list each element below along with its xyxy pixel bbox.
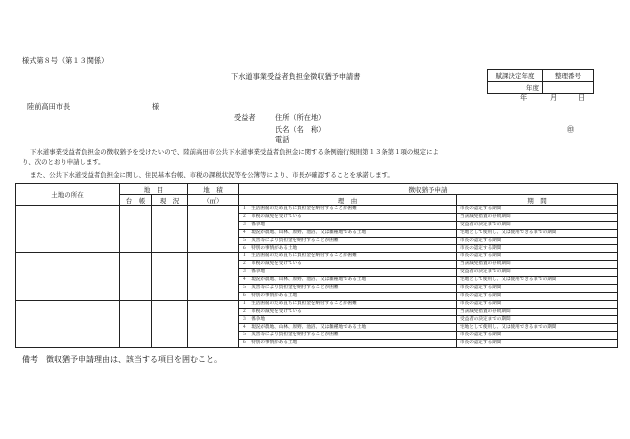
period-header: 期 間: [457, 195, 618, 206]
reason-option[interactable]: ３ 係争地: [239, 221, 457, 229]
assessment-year-label: 賦課決定年度: [488, 70, 543, 82]
area-field[interactable]: [188, 206, 239, 253]
period-cell: 受益者の決定までの期間: [457, 269, 618, 277]
form-number: 様式第８号（第１３関係）: [22, 56, 109, 65]
location-field[interactable]: [16, 300, 120, 347]
body-text-line-1: 下水道事業受益者負担金の徴収猶予を受けたいので、陸前高田市公共下水道事業受益者負担金に関する条例施行規則第１３条第１項の規定によ: [30, 148, 439, 156]
reason-option[interactable]: ３ 係争地: [239, 316, 457, 324]
current-category-field[interactable]: [152, 253, 188, 300]
body-text-line-3: また、公共下水道受益者負担金に関し、住民基本台帳、市税の課税状況等を公簿等により、市長が確認することを承諾します。: [30, 171, 394, 179]
applicant-name-label: 氏名（名 称）: [275, 125, 326, 134]
reason-option[interactable]: ６ 特別の事情がある土地: [239, 292, 457, 300]
reason-option[interactable]: ５ 災害等により負担金を納付することが困難: [239, 332, 457, 340]
reference-number-label: 整理番号: [543, 70, 594, 82]
current-status-header: 現 況: [152, 195, 188, 206]
register-category-field[interactable]: [120, 253, 152, 300]
reason-option[interactable]: １ 生活困窮のため直ちに負担金を納付することが困難: [239, 206, 457, 214]
period-cell: 受益者の決定までの期間: [457, 316, 618, 324]
area-field[interactable]: [188, 300, 239, 347]
area-field[interactable]: [188, 253, 239, 300]
office-use-box: [487, 69, 594, 94]
period-cell: 当該減免措置の存続期間: [457, 261, 618, 269]
location-header: 土地の所在: [16, 184, 120, 206]
applicant-phone-label: 電話: [275, 135, 290, 144]
current-category-field[interactable]: [152, 206, 188, 253]
remarks-note: 備考 徴収猶予申請理由は、該当する項目を囲むこと。: [22, 355, 222, 364]
period-cell: 宅地として使用し、又は使用できるまでの期間: [457, 229, 618, 237]
reason-option[interactable]: １ 生活困窮のため直ちに負担金を納付することが困難: [239, 300, 457, 308]
reason-option[interactable]: ２ 市税の減免を受けている: [239, 308, 457, 316]
seal-mark: ㊞: [567, 125, 575, 134]
reason-option[interactable]: ４ 現況が農地、山林、原野、池沼、又は雑種地である土地: [239, 324, 457, 332]
date-year: 年: [520, 93, 528, 102]
period-cell: 市長の認定する期間: [457, 340, 618, 348]
period-cell: 市長の認定する期間: [457, 253, 618, 261]
reason-option[interactable]: ５ 災害等により負担金を納付することが困難: [239, 237, 457, 245]
reference-number-field[interactable]: [543, 82, 594, 94]
applicant-address-label: 住所（所在地）: [275, 113, 326, 122]
reason-option[interactable]: ６ 特別の事情がある土地: [239, 245, 457, 253]
location-field[interactable]: [16, 206, 120, 253]
reason-option[interactable]: ６ 特別の事情がある土地: [239, 340, 457, 348]
period-cell: 市長の認定する期間: [457, 300, 618, 308]
period-cell: 市長の認定する期間: [457, 206, 618, 214]
register-header: 台 帳: [120, 195, 152, 206]
reason-option[interactable]: ３ 係争地: [239, 269, 457, 277]
reason-header: 理 由: [239, 195, 457, 206]
register-category-field[interactable]: [120, 300, 152, 347]
form-title: 下水道事業受益者負担金徴収猶予申請書: [231, 72, 361, 81]
period-cell: 市長の認定する期間: [457, 292, 618, 300]
period-cell: 市長の認定する期間: [457, 245, 618, 253]
date-day: 日: [578, 93, 586, 102]
reason-option[interactable]: ２ 市税の減免を受けている: [239, 213, 457, 221]
deferral-application-header: 徴収猶予申請: [239, 184, 618, 195]
assessment-year-field[interactable]: 年度: [488, 82, 543, 94]
reason-option[interactable]: １ 生活困窮のため直ちに負担金を納付することが困難: [239, 253, 457, 261]
period-cell: 受益者の決定までの期間: [457, 221, 618, 229]
reason-option[interactable]: ４ 現況が農地、山林、原野、池沼、又は雑種地である土地: [239, 229, 457, 237]
location-field[interactable]: [16, 253, 120, 300]
reason-option[interactable]: ５ 災害等により負担金を納付することが困難: [239, 284, 457, 292]
addressee-honorific: 様: [152, 102, 160, 111]
period-cell: 宅地として使用し、又は使用できるまでの期間: [457, 324, 618, 332]
reason-option[interactable]: ２ 市税の減免を受けている: [239, 261, 457, 269]
applicant-label: 受益者: [234, 113, 256, 122]
area-unit-header: （㎡）: [188, 195, 239, 206]
current-category-field[interactable]: [152, 300, 188, 347]
application-table: [15, 183, 618, 348]
period-cell: 市長の認定する期間: [457, 284, 618, 292]
addressee-name: 陸前高田市長: [27, 102, 71, 111]
area-header: 地 積: [188, 184, 239, 195]
period-cell: 市長の認定する期間: [457, 237, 618, 245]
period-cell: 市長の認定する期間: [457, 332, 618, 340]
land-category-header: 地 目: [120, 184, 188, 195]
date-month: 月: [550, 93, 558, 102]
reason-option[interactable]: ４ 現況が農地、山林、原野、池沼、又は雑種地である土地: [239, 277, 457, 285]
register-category-field[interactable]: [120, 206, 152, 253]
body-text-line-2: り、次のとおり申請します。: [22, 158, 105, 166]
period-cell: 宅地として使用し、又は使用できるまでの期間: [457, 277, 618, 285]
period-cell: 当該減免措置の存続期間: [457, 308, 618, 316]
period-cell: 当該減免措置の存続期間: [457, 213, 618, 221]
